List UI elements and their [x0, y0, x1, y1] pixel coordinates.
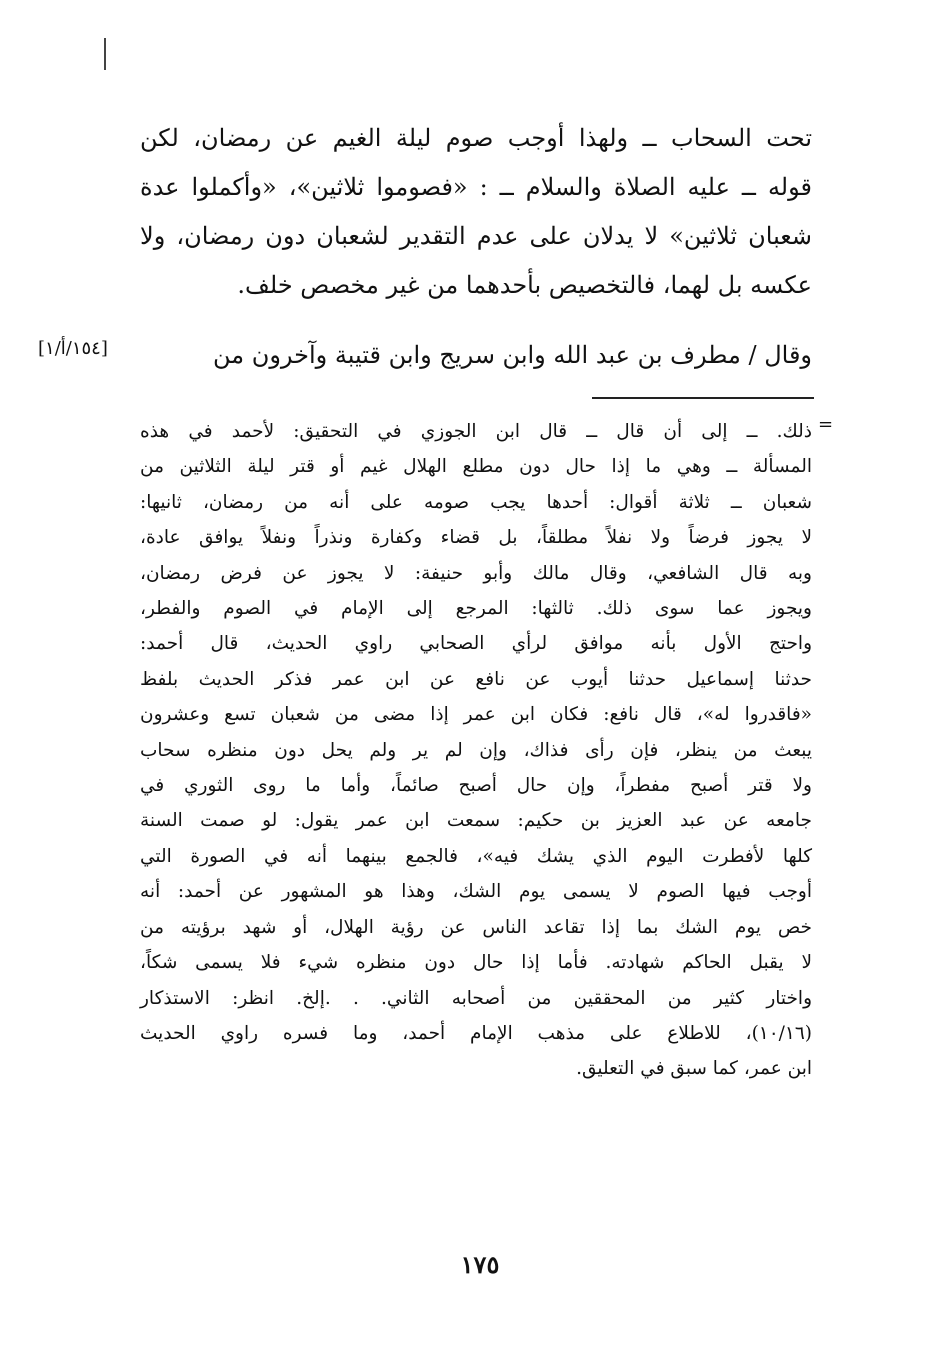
second-paragraph: وقال / مطرف بن عبد الله وابن سريج وابن قتيبة وآخرون من: [212, 341, 812, 369]
footnote-line: واحتج الأول بأنه موافق لرأي الصحابي راوي الحديث، قال أحمد:: [140, 633, 812, 655]
footnote-line: يبعث من ينظر، فإن رأى فذاك، وإن لم ير ولم يحل دون منظره سحاب: [140, 739, 812, 761]
main-line-2: قوله ــ عليه الصلاة والسلام ــ : «فصوموا ثلاثين»، «وأكملوا عدة: [140, 173, 812, 201]
footnote-line: لا يجوز فرضاً ولا نفلاً مطلقاً، بل قضاء وكفارة ونذراً ونفلاً يوافق عادة،: [140, 527, 812, 549]
main-line-4: عكسه بل لهما، فالتخصيص بأحدهما من غير مخصص خلف.: [237, 271, 812, 299]
footnote-line: حدثنا إسماعيل حدثنا أيوب عن نافع عن ابن عمر فذكر الحديث بلفظ: [140, 668, 812, 690]
footnote-line: ويجوز عما سوى ذلك. ثالثها: المرجع إلى الإمام في الصوم والفطر،: [140, 598, 812, 620]
main-line-1: تحت السحاب ــ ولهذا أوجب صوم ليلة الغيم عن رمضان، لكن: [140, 124, 812, 152]
main-paragraph: [140, 114, 812, 310]
footnote-line: خص يوم الشك بما إذا تقاعد الناس عن رؤية الهلال، أو شهد برؤيته من: [140, 916, 812, 938]
footnote-line: المسألة ــ وهي ما إذا حال دون مطلع الهلال غيم أو قتر ليلة الثلاثين من: [140, 456, 812, 478]
footnote-line: كلها لأفطرت اليوم الذي يشك فيه»، فالجمع بينهما أنه في الصورة التي: [140, 845, 812, 867]
footnote-line: (١٠/١٦)، للاطلاع على مذهب الإمام أحمد، وما فسره راوي الحديث: [140, 1022, 812, 1044]
scan-mark: [104, 38, 106, 70]
page-number: ١٧٥: [460, 1250, 500, 1279]
footnote-line: ذلك. ــ إلى أن قال ــ قال ابن الجوزي في التحقيق: لأحمد في هذه: [140, 421, 812, 442]
footnote-line: واختار كثير من المحققين من أصحابه الثاني. . .إلخ. انظر: الاستذكار: [140, 987, 812, 1009]
footnote-line: جامعه عن عبد العزيز بن حكيم: سمعت ابن عمر يقول: لو صمت السنة: [140, 810, 812, 832]
footnote-line: لا يقبل الحاكم شهادته. فأما إذا حال دون منظره شيء فلا يسمى شكاً،: [140, 952, 812, 974]
footnote-separator: [592, 397, 814, 399]
margin-reference: [١٥٤/أ/١]: [38, 338, 108, 359]
main-line-3: شعبان ثلاثين» لا يدلان على عدم التقدير لشعبان دون رمضان، ولا: [140, 222, 812, 250]
footnote-line: شعبان ــ ثلاثة أقوال: أحدها يجب صومه على أنه من رمضان، ثانيها:: [140, 491, 812, 513]
footnote-continuation-marker: =: [818, 414, 834, 435]
footnote-line: ابن عمر، كما سبق في التعليق.: [576, 1058, 812, 1080]
footnote-line: وبه قال الشافعي، وقال مالك وأبو حنيفة: لا يجوز عن فرض رمضان،: [140, 562, 812, 584]
footnote-line: «فاقدروا له»، قال نافع: فكان ابن عمر إذا مضى من شعبان تسع وعشرون: [140, 704, 812, 726]
footnote-line: أوجب فيها الصوم لا يسمى يوم الشك، وهذا هو المشهور عن أحمد: أنه: [140, 881, 812, 903]
footnote-line: ولا قتر أصبح مفطراً، وإن حال أصبح صائماً، وأما ما روى الثوري في: [140, 775, 812, 797]
footnote: [140, 414, 812, 1087]
